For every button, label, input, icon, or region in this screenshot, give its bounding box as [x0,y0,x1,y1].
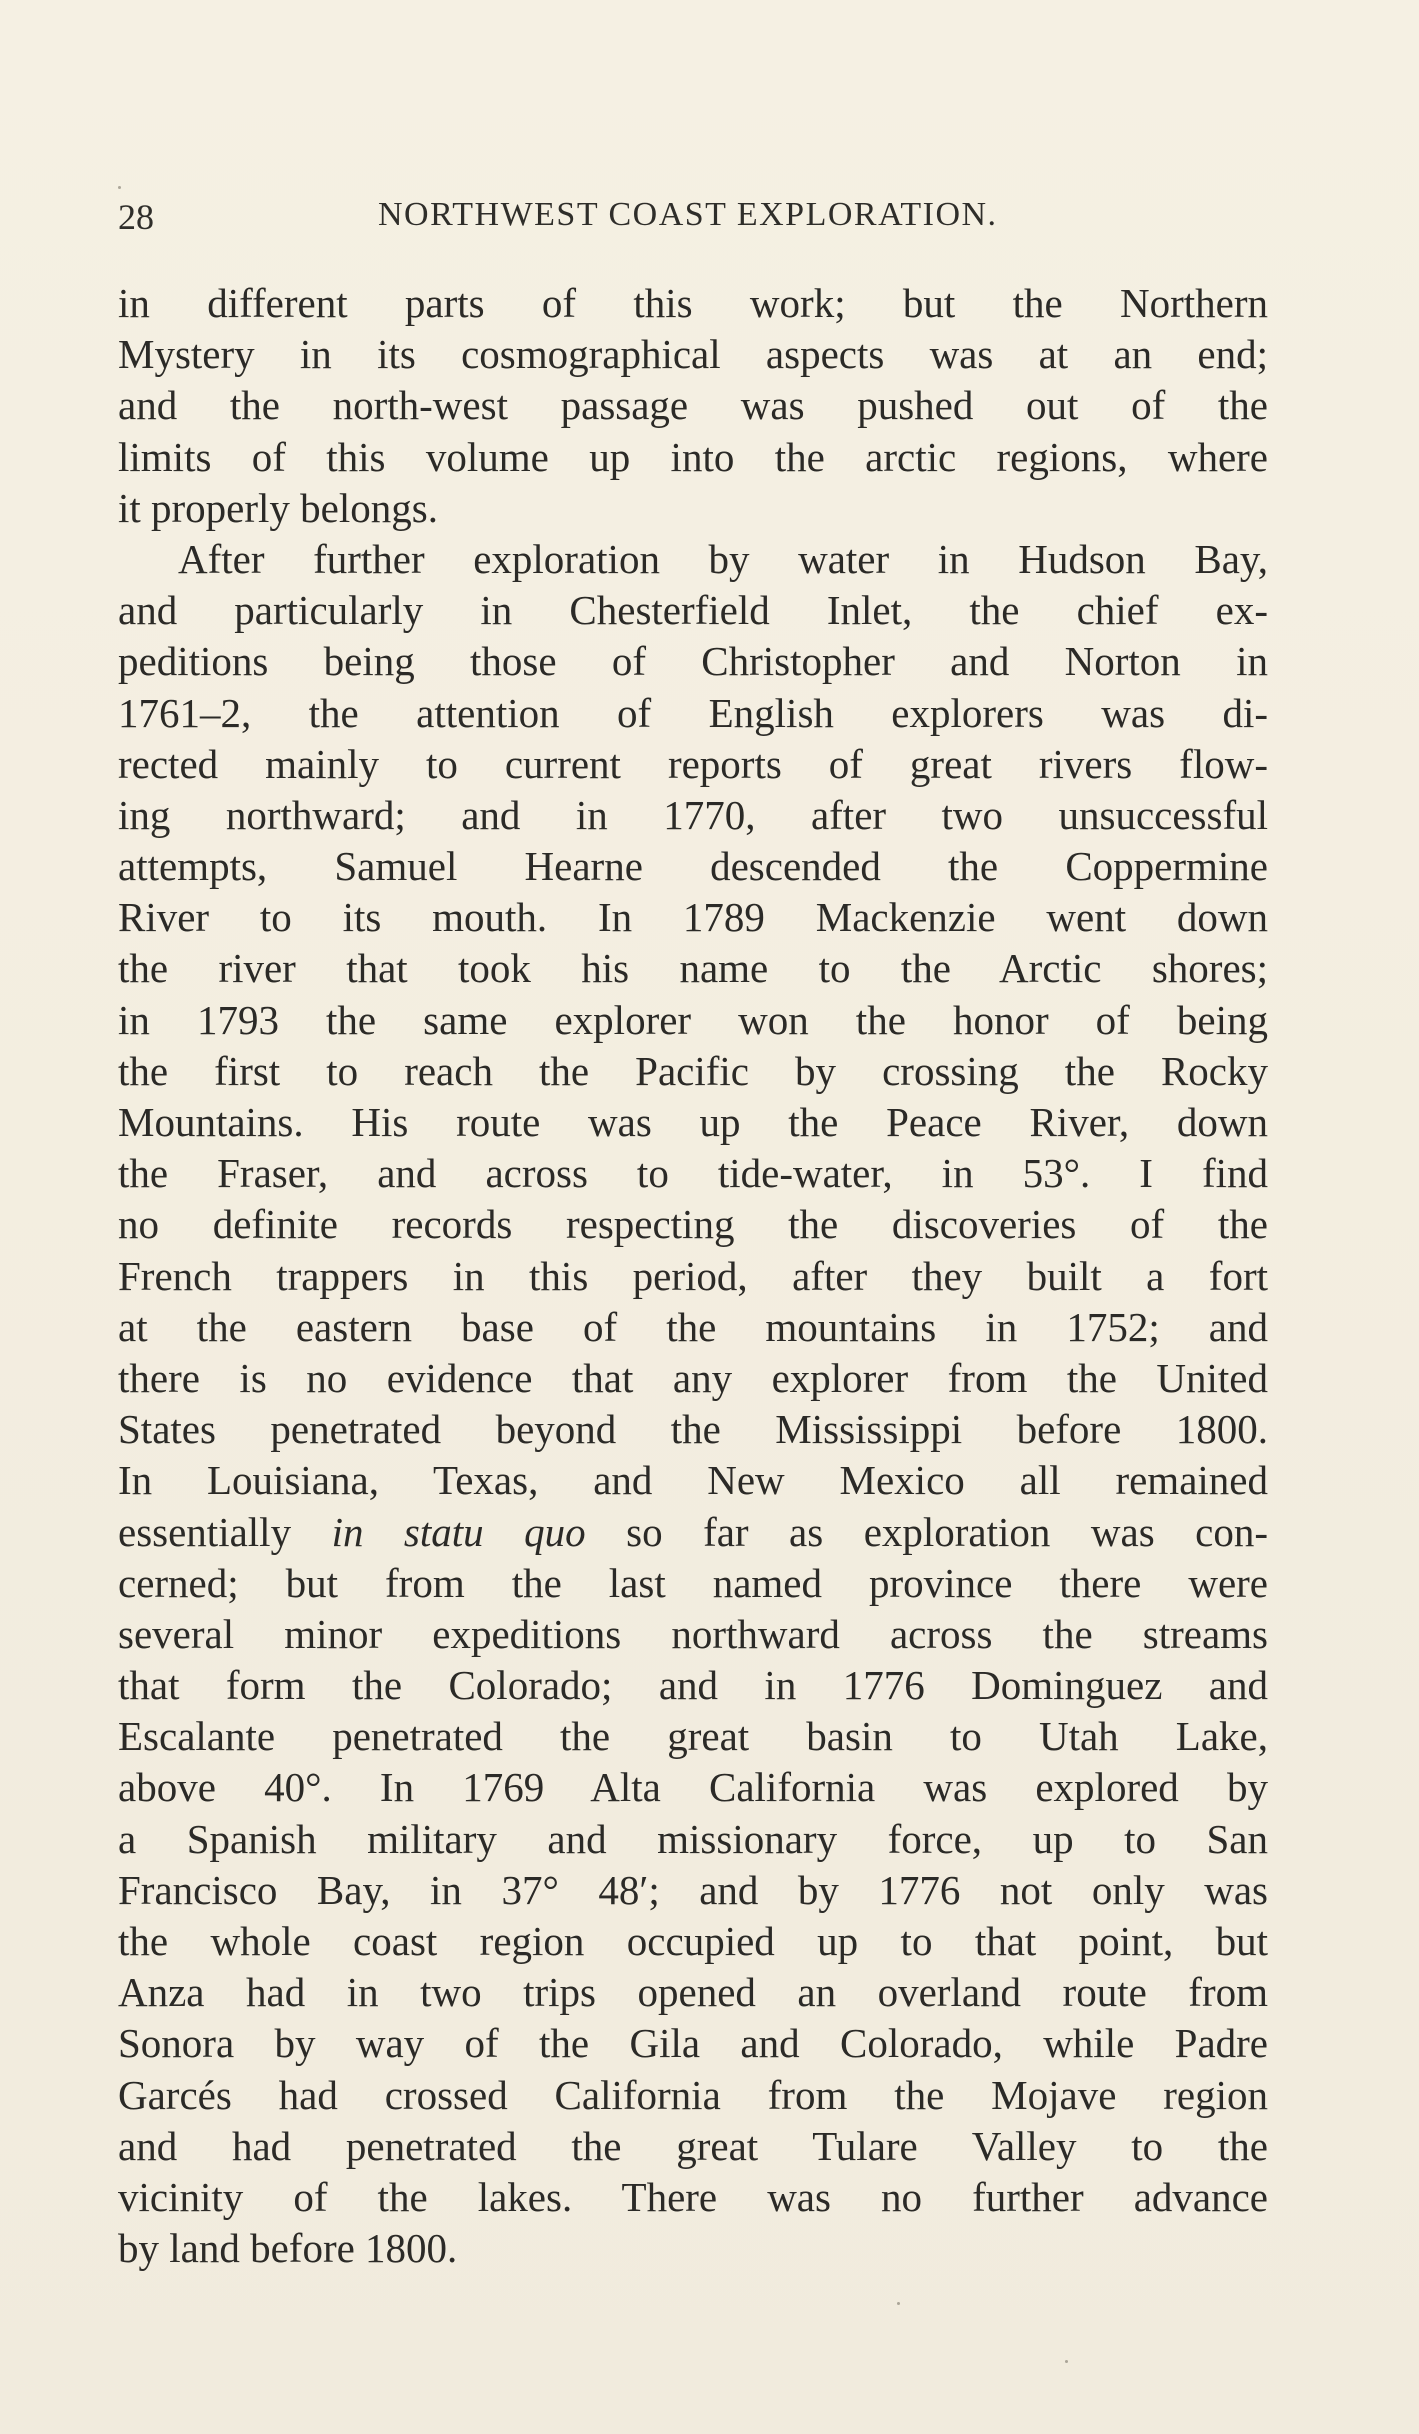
text-line: above 40°. In 1769 Alta California was explored by [118,1764,1268,1811]
text-line: States penetrated beyond the Mississippi before 1800. [118,1406,1268,1453]
text-line: no definite records respecting the discoveries of the [118,1201,1268,1248]
running-title: NORTHWEST COAST EXPLORATION. [378,196,998,233]
text-line: the river that took his name to the Arctic shores; [118,945,1268,992]
text-line: Francisco Bay, in 37° 48′; and by 1776 not only was [118,1866,1268,1913]
text-line: it properly belongs. [118,484,438,531]
text-line: vicinity of the lakes. There was no further advance [118,2173,1268,2220]
text-line: at the eastern base of the mountains in 1752; and [118,1303,1268,1350]
text-line: Escalante penetrated the great basin to Utah Lake, [118,1713,1268,1760]
text-line: in 1793 the same explorer won the honor of being [118,996,1268,1043]
text-line: by land before 1800. [118,2225,458,2272]
paper-speck [897,2302,900,2305]
text-line: ing northward; and in 1770, after two unsuccessful [118,791,1268,838]
text-line: peditions being those of Christopher and Norton in [118,638,1268,685]
text-line: 1761–2, the attention of English explorers was di- [118,689,1268,736]
text-line: that form the Colorado; and in 1776 Dominguez and [118,1662,1268,1709]
page-number: 28 [118,197,154,237]
text-line: several minor expeditions northward across the streams [118,1610,1268,1657]
text-line: Mountains. His route was up the Peace River, down [118,1099,1268,1145]
text-line: Sonora by way of the Gila and Colorado, while Padre [118,2020,1268,2067]
paper-speck [118,186,121,189]
text-line: attempts, Samuel Hearne descended the Coppermine [118,843,1268,890]
text-fragment: so far as exploration was con- [585,1508,1268,1555]
text-line: cerned; but from the last named province there were [118,1559,1268,1606]
italic-phrase: in statu quo [331,1508,586,1555]
text-line: River to its mouth. In 1789 Mackenzie went down [118,894,1268,941]
page-header [118,196,1328,248]
text-fragment: essentially [118,1508,332,1555]
text-line: Garcés had crossed California from the Mojave region [118,2071,1268,2118]
text-line: Mystery in its cosmographical aspects was at an end; [118,331,1268,378]
text-line: and had penetrated the great Tulare Valley to the [118,2122,1268,2169]
text-line: Anza had in two trips opened an overland route from [118,1969,1268,2016]
text-line: limits of this volume up into the arctic regions, where [118,433,1268,480]
text-line: and particularly in Chesterfield Inlet, the chief ex- [118,587,1268,634]
text-line: a Spanish military and missionary force, up to San [118,1815,1268,1862]
paper-speck [1065,2360,1068,2363]
text-line: the Fraser, and across to tide-water, in 53°. I find [118,1150,1268,1197]
text-line: in different parts of this work; but the Northern [118,280,1268,326]
text-line: French trappers in this period, after they built a fort [118,1252,1268,1299]
text-line: and the north-west passage was pushed out of the [118,382,1268,429]
body-text [118,278,1268,2274]
text-line: rected mainly to current reports of great rivers flow- [118,740,1268,787]
text-line: the first to reach the Pacific by crossing the Rocky [118,1047,1268,1094]
text-line-with-italic [118,1507,1268,1558]
text-line: In Louisiana, Texas, and New Mexico all remained [118,1457,1268,1504]
text-line: there is no evidence that any explorer from the United [118,1354,1268,1401]
text-line: After further exploration by water in Hudson Bay, [178,535,1268,582]
text-line: the whole coast region occupied up to that point, but [118,1918,1268,1964]
